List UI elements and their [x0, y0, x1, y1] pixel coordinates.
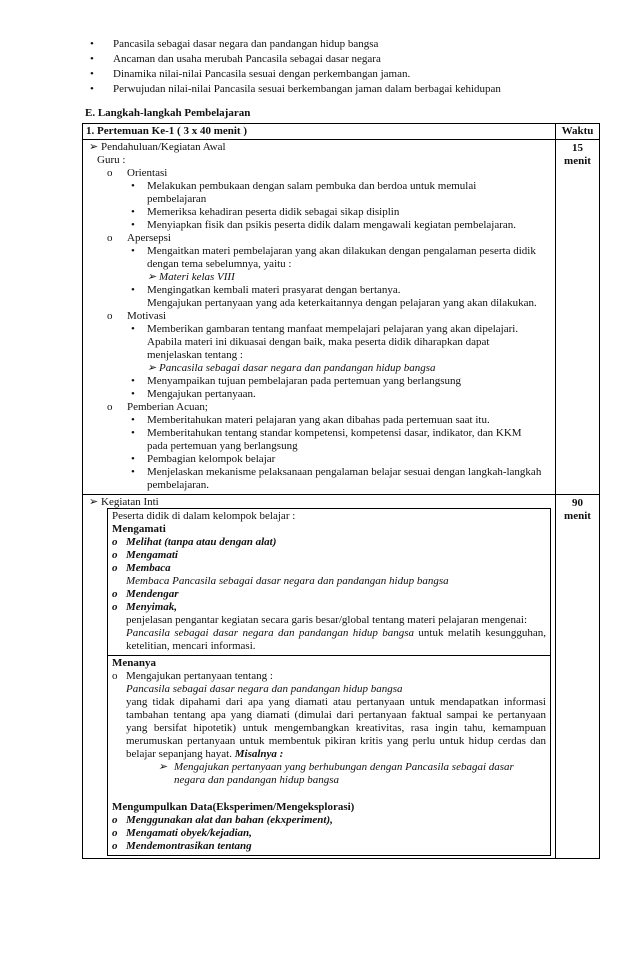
arrow-icon: ➢ [147, 271, 157, 283]
list-item: • Menjelaskan mekanisme pelaksanaan pengalaman belajar sesuai dengan langkah-langkah pembelajaran. [131, 466, 542, 491]
bullet-icon: • [131, 245, 135, 257]
bullet-icon: • [131, 427, 135, 439]
inti-activities-table [107, 508, 551, 856]
acuan-label: Pemberian Acuan; [127, 401, 208, 413]
circle-icon: o [112, 814, 118, 826]
bullet-icon: • [131, 180, 135, 192]
list-item: • Menyampaikan tujuan pembelajaran pada pertemuan yang berlangsung [131, 375, 461, 387]
circle-icon: o [107, 167, 113, 179]
list-item: • Memeriksa kehadiran peserta didik sebagai sikap disiplin [131, 206, 400, 218]
bullet-icon: • [90, 53, 94, 65]
bullet-icon: • [131, 453, 135, 465]
section-heading: E. Langkah-langkah Pembelajaran [85, 107, 251, 119]
motivasi-label: Motivasi [127, 310, 167, 322]
list-item: • Dinamika nilai-nilai Pancasila sesuai dengan perkembangan jaman. [90, 68, 411, 80]
circle-icon: o [107, 310, 113, 322]
mengamati-title: Mengamati [112, 523, 166, 535]
list-item: • Menyiapkan fisik dan psikis peserta didik dalam mengawali kegiatan pembelajaran. [131, 219, 516, 231]
bullet-icon: • [90, 68, 94, 80]
pendahuluan-time: 15 menit [564, 142, 591, 167]
bullet-icon: • [131, 206, 135, 218]
table-header-row [83, 124, 600, 140]
table-row [108, 656, 551, 856]
circle-icon: o [112, 840, 118, 852]
circle-icon: o [107, 401, 113, 413]
list-item: • Mengaitkan materi pembelajaran yang akan dilakukan dengan pengalaman peserta didik dengan tema sebelumnya, yaitu : [131, 245, 536, 270]
menanya-title: Menanya [112, 657, 156, 669]
circle-icon: o [107, 232, 113, 244]
list-item: • Melakukan pembukaan dengan salam pembuka dan berdoa untuk memulai pembelajaran [131, 180, 477, 205]
bullet-icon: • [131, 388, 135, 400]
list-item: • Memberitahukan materi pelajaran yang akan dibahas pada pertemuan saat itu. [131, 414, 490, 426]
bullet-icon: • [90, 38, 94, 50]
list-item: • Ancaman dan usaha merubah Pancasila sebagai dasar negara [90, 53, 381, 65]
circle-icon: o [112, 601, 118, 613]
table-row [108, 509, 551, 656]
mengumpulkan-title: Mengumpulkan Data(Eksperimen/Mengeksplorasi) [112, 801, 355, 813]
inti-time: 90 menit [564, 497, 591, 522]
bullet-icon: • [131, 375, 135, 387]
circle-icon: o [112, 588, 118, 600]
bullet-icon: • [131, 219, 135, 231]
guru-label: Guru : [97, 154, 126, 166]
circle-icon: o [112, 562, 118, 574]
circle-icon: o [112, 827, 118, 839]
arrow-icon: ➢ [89, 496, 99, 508]
bullet-icon: • [131, 323, 135, 335]
circle-icon: o [112, 536, 118, 548]
bullet-icon: • [131, 284, 135, 296]
list-item: • Pancasila sebagai dasar negara dan pandangan hidup bangsa [90, 38, 379, 50]
list-item: • Memberitahukan tentang standar kompetensi, kompetensi dasar, indikator, dan KKM pada pertemuan yang berlangsung [131, 427, 522, 452]
list-item: • Pembagian kelompok belajar [131, 453, 276, 465]
table-row [83, 140, 600, 495]
bullet-icon: • [131, 414, 135, 426]
objectives-list [90, 38, 610, 98]
pendahuluan-section: ➢ Pendahuluan/Kegiatan Awal Guru : o Orientasi • Melakukan pembukaan dengan salam pembuka dan berdoa untuk memulai pembelajaran • Memeriksa kehadiran peserta didik sebagai sikap disiplin • Menyiapkan fisik dan psikis peserta didik dalam mengawali kegiatan pembelajaran. o Apersepsi • Mengaitkan materi pembelajaran yang akan dilakukan dengan pengalaman peserta didik dengan tema sebelumnya, yaitu : ➢ Materi kelas VIII • Mengingatkan kembali materi prasyarat dengan bertanya. Mengajukan pertanyaan yang ada keterkaitannya dengan pelajaran yang akan dilakukan. o Motivasi • Memberikan gambaran tentang manfaat mempelajari pelajaran yang akan dipelajari. Apabila materi ini dikuasai dengan baik, maka peserta didik diharapkan dapat menjelaskan tentang : ➢ Pancasila sebagai dasar negara dan pandangan hidup bangsa • Menyampaikan tujuan pembelajaran pada pertemuan yang berlangsung • Mengajukan pertanyaan. o Pemberian Acuan; • Memberitahukan materi pelajaran yang akan dibahas pada pertemuan saat itu. • Memberitahukan tentang standar kompetensi, kompetensi dasar, indikator, dan KKM pada pertemuan yang berlangsung • Pembagian kelompok belajar • Menjelaskan mekanisme pelaksanaan pengalaman belajar sesuai dengan langkah-langkah pembelajaran. [83, 140, 555, 494]
list-item: • Memberikan gambaran tentang manfaat mempelajari pelajaran yang akan dipelajari. Apabila materi ini dikuasai dengan baik, maka peserta didik diharapkan dapat menjelaskan tentang : [131, 323, 519, 361]
pendahuluan-title: Pendahuluan/Kegiatan Awal [101, 141, 226, 153]
arrow-icon: ➢ [158, 761, 168, 773]
mengamati-cell: Peserta didik di dalam kelompok belajar : Mengamati o Melihat (tanpa atau dengan alat) o Mengamati o Membaca Membaca Pancasila sebagai dasar negara dan pandangan hidup bangsa o Mendengar o Menyimak, penjelasan pengantar kegiatan secara garis besar/global tentang materi pelajaran mengenai: Pancasila sebagai dasar negara dan pandangan hidup bangsa untuk melatih kesungguhan, ketelitian, mencari informasi. [108, 509, 551, 656]
circle-icon: o [112, 670, 118, 682]
bullet-icon: • [131, 466, 135, 478]
meeting-header: 1. Pertemuan Ke-1 ( 3 x 40 menit ) [83, 124, 556, 140]
bullet-icon: • [90, 83, 94, 95]
table-row [83, 495, 600, 859]
orientasi-label: Orientasi [127, 167, 168, 179]
list-item: • Perwujudan nilai-nilai Pancasila sesuai berkembangan jaman dalam berbagai kehidupan [90, 83, 501, 95]
arrow-icon: ➢ [89, 141, 99, 153]
list-item: ➢ Mengajukan pertanyaan yang berhubungan dengan Pancasila sebagai dasar negara dan pandangan hidup bangsa [158, 761, 514, 786]
inti-title: Kegiatan Inti [101, 496, 159, 508]
time-header: Waktu [556, 124, 600, 140]
circle-icon: o [112, 549, 118, 561]
list-item: • Mengingatkan kembali materi prasyarat dengan bertanya. [131, 284, 401, 296]
menanya-cell: Menanya o Mengajukan pertanyaan tentang : Pancasila sebagai dasar negara dan pandangan hidup bangsa yang tidak dipahami dari apa yang diamati atau pertanyaan untuk mendapatkan informasi tambahan tentang apa yang diamati (dimulai dari pertanyaan faktual sampai ke pertanyaan yang bersifat hipotetik) untuk mengembangkan kreativitas, rasa ingin tahu, kemampuan merumuskan pertanyaan untuk membentuk pikiran kritis yang perlu untuk hidup cerdas dan belajar sepanjang hayat. Misalnya : ➢ Mengajukan pertanyaan yang berhubungan dengan Pancasila sebagai dasar negara dan pandangan hidup bangsa Mengumpulkan Data(Eksperimen/Mengeksplorasi) o Menggunakan alat dan bahan (ekxperiment), o Mengamati obyek/kejadian, o Mendemontrasikan tentang [108, 656, 551, 856]
list-item: • Mengajukan pertanyaan. [131, 388, 256, 400]
arrow-icon: ➢ [147, 362, 157, 374]
lesson-steps-table [82, 123, 600, 859]
apersepsi-label: Apersepsi [127, 232, 171, 244]
